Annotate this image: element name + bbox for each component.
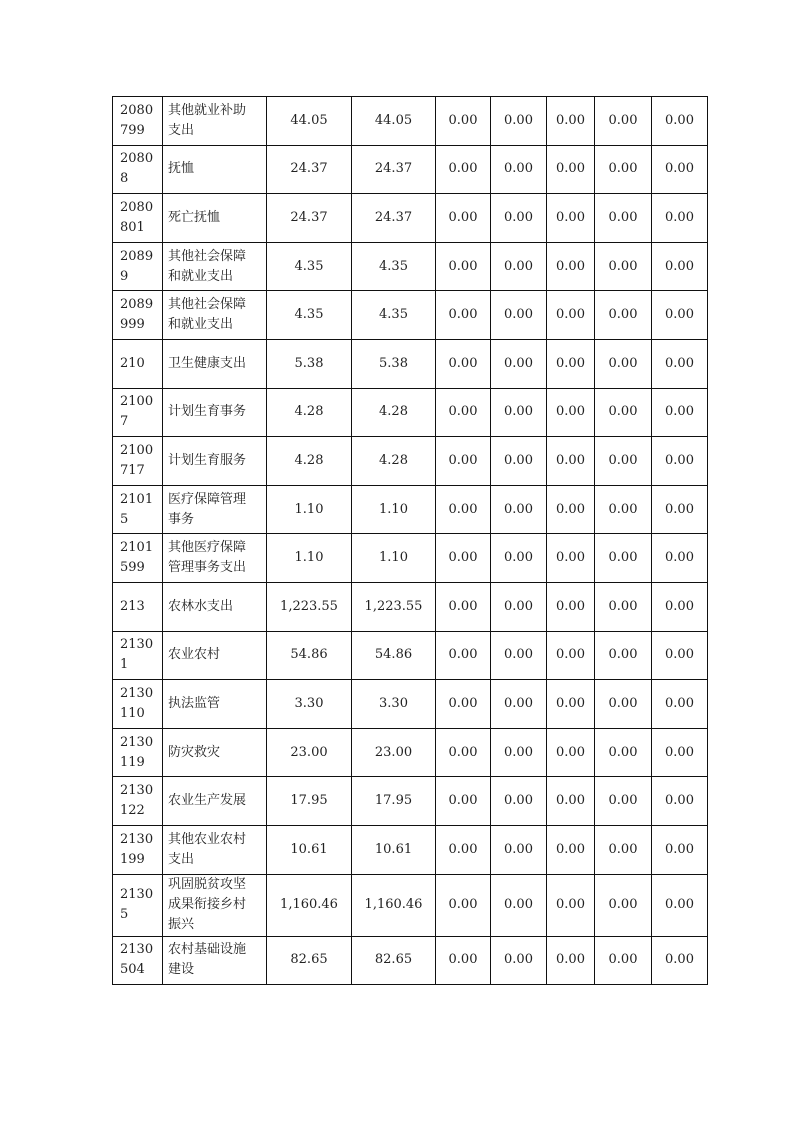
amount-total: 5.38 [267, 339, 352, 388]
amount-other: 0.00 [547, 582, 595, 631]
item-name: 死亡抚恤 [163, 194, 267, 243]
table-row [113, 534, 708, 583]
amount-total: 23.00 [267, 728, 352, 777]
amount-other: 0.00 [595, 242, 652, 291]
item-code: 2130 1 [113, 631, 163, 680]
amount-general-budget: 44.05 [352, 97, 436, 146]
table-row [113, 339, 708, 388]
amount-total: 24.37 [267, 194, 352, 243]
item-name: 其他医疗保障 管理事务支出 [163, 534, 267, 583]
item-name: 其他就业补助 支出 [163, 97, 267, 146]
amount-other: 0.00 [595, 631, 652, 680]
amount-general-budget: 1.10 [352, 534, 436, 583]
table-row [113, 936, 708, 985]
amount-other: 0.00 [436, 194, 491, 243]
amount-other: 0.00 [547, 680, 595, 729]
item-code: 2100 717 [113, 437, 163, 486]
amount-other: 0.00 [436, 874, 491, 936]
amount-other: 0.00 [547, 339, 595, 388]
amount-other: 0.00 [491, 339, 547, 388]
amount-other: 0.00 [547, 534, 595, 583]
table-row [113, 97, 708, 146]
amount-other: 0.00 [436, 825, 491, 874]
amount-other: 0.00 [491, 145, 547, 194]
amount-other: 0.00 [436, 388, 491, 437]
amount-other: 0.00 [652, 680, 708, 729]
amount-general-budget: 10.61 [352, 825, 436, 874]
item-code: 2101 5 [113, 485, 163, 534]
amount-general-budget: 82.65 [352, 936, 436, 985]
table-row [113, 631, 708, 680]
amount-other: 0.00 [491, 874, 547, 936]
amount-other: 0.00 [547, 631, 595, 680]
amount-other: 0.00 [595, 728, 652, 777]
amount-total: 1,160.46 [267, 874, 352, 936]
item-name: 执法监管 [163, 680, 267, 729]
amount-total: 1.10 [267, 485, 352, 534]
amount-total: 17.95 [267, 777, 352, 826]
amount-total: 4.28 [267, 437, 352, 486]
table-row [113, 291, 708, 340]
amount-total: 82.65 [267, 936, 352, 985]
amount-other: 0.00 [652, 728, 708, 777]
amount-other: 0.00 [595, 291, 652, 340]
amount-other: 0.00 [547, 388, 595, 437]
item-code: 2080 799 [113, 97, 163, 146]
item-code: 2130 119 [113, 728, 163, 777]
table-row [113, 582, 708, 631]
amount-other: 0.00 [595, 145, 652, 194]
amount-general-budget: 17.95 [352, 777, 436, 826]
item-code: 2080 8 [113, 145, 163, 194]
amount-total: 4.28 [267, 388, 352, 437]
table-row [113, 437, 708, 486]
amount-general-budget: 54.86 [352, 631, 436, 680]
table-row [113, 874, 708, 936]
amount-other: 0.00 [547, 194, 595, 243]
amount-general-budget: 24.37 [352, 194, 436, 243]
amount-other: 0.00 [436, 728, 491, 777]
amount-other: 0.00 [491, 582, 547, 631]
amount-other: 0.00 [436, 485, 491, 534]
item-code: 2089 9 [113, 242, 163, 291]
item-code: 2101 599 [113, 534, 163, 583]
item-name: 其他社会保障 和就业支出 [163, 242, 267, 291]
amount-general-budget: 1,223.55 [352, 582, 436, 631]
amount-other: 0.00 [436, 680, 491, 729]
amount-other: 0.00 [491, 242, 547, 291]
amount-other: 0.00 [491, 388, 547, 437]
table-row [113, 242, 708, 291]
amount-other: 0.00 [595, 534, 652, 583]
amount-other: 0.00 [491, 437, 547, 486]
amount-other: 0.00 [491, 291, 547, 340]
item-name: 农村基础设施 建设 [163, 936, 267, 985]
amount-other: 0.00 [595, 680, 652, 729]
table-row [113, 680, 708, 729]
item-code: 2130 199 [113, 825, 163, 874]
item-name: 巩固脱贫攻坚 成果衔接乡村 振兴 [163, 874, 267, 936]
amount-general-budget: 4.35 [352, 291, 436, 340]
amount-other: 0.00 [652, 631, 708, 680]
table-row [113, 145, 708, 194]
table-body [113, 97, 708, 985]
amount-other: 0.00 [436, 437, 491, 486]
amount-total: 44.05 [267, 97, 352, 146]
amount-total: 24.37 [267, 145, 352, 194]
item-name: 计划生育服务 [163, 437, 267, 486]
amount-other: 0.00 [547, 97, 595, 146]
amount-other: 0.00 [652, 145, 708, 194]
item-code: 213 [113, 582, 163, 631]
amount-total: 10.61 [267, 825, 352, 874]
item-name: 其他农业农村 支出 [163, 825, 267, 874]
amount-other: 0.00 [547, 437, 595, 486]
table-row [113, 388, 708, 437]
amount-general-budget: 5.38 [352, 339, 436, 388]
item-code: 2089 999 [113, 291, 163, 340]
amount-other: 0.00 [547, 777, 595, 826]
amount-other: 0.00 [652, 777, 708, 826]
amount-other: 0.00 [436, 936, 491, 985]
amount-other: 0.00 [436, 777, 491, 826]
amount-other: 0.00 [547, 874, 595, 936]
amount-other: 0.00 [652, 291, 708, 340]
amount-other: 0.00 [595, 437, 652, 486]
item-name: 其他社会保障 和就业支出 [163, 291, 267, 340]
item-code: 210 [113, 339, 163, 388]
amount-other: 0.00 [491, 936, 547, 985]
amount-total: 4.35 [267, 291, 352, 340]
amount-total: 1,223.55 [267, 582, 352, 631]
amount-other: 0.00 [652, 825, 708, 874]
amount-other: 0.00 [547, 291, 595, 340]
table-row [113, 728, 708, 777]
amount-other: 0.00 [652, 534, 708, 583]
amount-other: 0.00 [436, 339, 491, 388]
amount-other: 0.00 [436, 242, 491, 291]
amount-other: 0.00 [491, 534, 547, 583]
amount-other: 0.00 [652, 388, 708, 437]
amount-general-budget: 3.30 [352, 680, 436, 729]
amount-other: 0.00 [595, 825, 652, 874]
amount-other: 0.00 [652, 874, 708, 936]
amount-total: 3.30 [267, 680, 352, 729]
item-name: 农业农村 [163, 631, 267, 680]
amount-other: 0.00 [652, 485, 708, 534]
amount-other: 0.00 [652, 97, 708, 146]
amount-other: 0.00 [491, 728, 547, 777]
amount-total: 4.35 [267, 242, 352, 291]
amount-other: 0.00 [652, 936, 708, 985]
amount-other: 0.00 [491, 777, 547, 826]
amount-total: 1.10 [267, 534, 352, 583]
item-name: 医疗保障管理 事务 [163, 485, 267, 534]
item-name: 卫生健康支出 [163, 339, 267, 388]
amount-other: 0.00 [547, 485, 595, 534]
amount-general-budget: 4.28 [352, 437, 436, 486]
amount-other: 0.00 [652, 194, 708, 243]
amount-other: 0.00 [652, 339, 708, 388]
amount-other: 0.00 [547, 242, 595, 291]
item-code: 2080 801 [113, 194, 163, 243]
amount-other: 0.00 [595, 485, 652, 534]
table-row [113, 194, 708, 243]
amount-general-budget: 1.10 [352, 485, 436, 534]
item-name: 防灾救灾 [163, 728, 267, 777]
amount-other: 0.00 [491, 97, 547, 146]
amount-other: 0.00 [652, 242, 708, 291]
amount-other: 0.00 [595, 582, 652, 631]
amount-other: 0.00 [547, 728, 595, 777]
amount-other: 0.00 [491, 485, 547, 534]
item-code: 2130 122 [113, 777, 163, 826]
item-name: 农业生产发展 [163, 777, 267, 826]
amount-other: 0.00 [491, 194, 547, 243]
amount-other: 0.00 [595, 936, 652, 985]
amount-other: 0.00 [491, 631, 547, 680]
amount-other: 0.00 [595, 388, 652, 437]
item-code: 2130 504 [113, 936, 163, 985]
amount-other: 0.00 [436, 582, 491, 631]
amount-other: 0.00 [491, 680, 547, 729]
amount-other: 0.00 [595, 97, 652, 146]
item-name: 计划生育事务 [163, 388, 267, 437]
amount-general-budget: 23.00 [352, 728, 436, 777]
amount-general-budget: 24.37 [352, 145, 436, 194]
item-name: 农林水支出 [163, 582, 267, 631]
amount-other: 0.00 [652, 437, 708, 486]
amount-general-budget: 4.35 [352, 242, 436, 291]
item-code: 2130 110 [113, 680, 163, 729]
amount-other: 0.00 [652, 582, 708, 631]
amount-other: 0.00 [436, 534, 491, 583]
amount-general-budget: 4.28 [352, 388, 436, 437]
amount-other: 0.00 [547, 145, 595, 194]
amount-other: 0.00 [595, 194, 652, 243]
item-name: 抚恤 [163, 145, 267, 194]
amount-other: 0.00 [595, 339, 652, 388]
amount-other: 0.00 [436, 631, 491, 680]
amount-other: 0.00 [595, 777, 652, 826]
amount-other: 0.00 [595, 874, 652, 936]
amount-other: 0.00 [436, 291, 491, 340]
amount-total: 54.86 [267, 631, 352, 680]
amount-other: 0.00 [436, 145, 491, 194]
amount-other: 0.00 [491, 825, 547, 874]
amount-other: 0.00 [547, 936, 595, 985]
amount-general-budget: 1,160.46 [352, 874, 436, 936]
budget-table [112, 96, 708, 985]
table-row [113, 825, 708, 874]
item-code: 2130 5 [113, 874, 163, 936]
amount-other: 0.00 [547, 825, 595, 874]
table-row [113, 485, 708, 534]
amount-other: 0.00 [436, 97, 491, 146]
table-row [113, 777, 708, 826]
item-code: 2100 7 [113, 388, 163, 437]
